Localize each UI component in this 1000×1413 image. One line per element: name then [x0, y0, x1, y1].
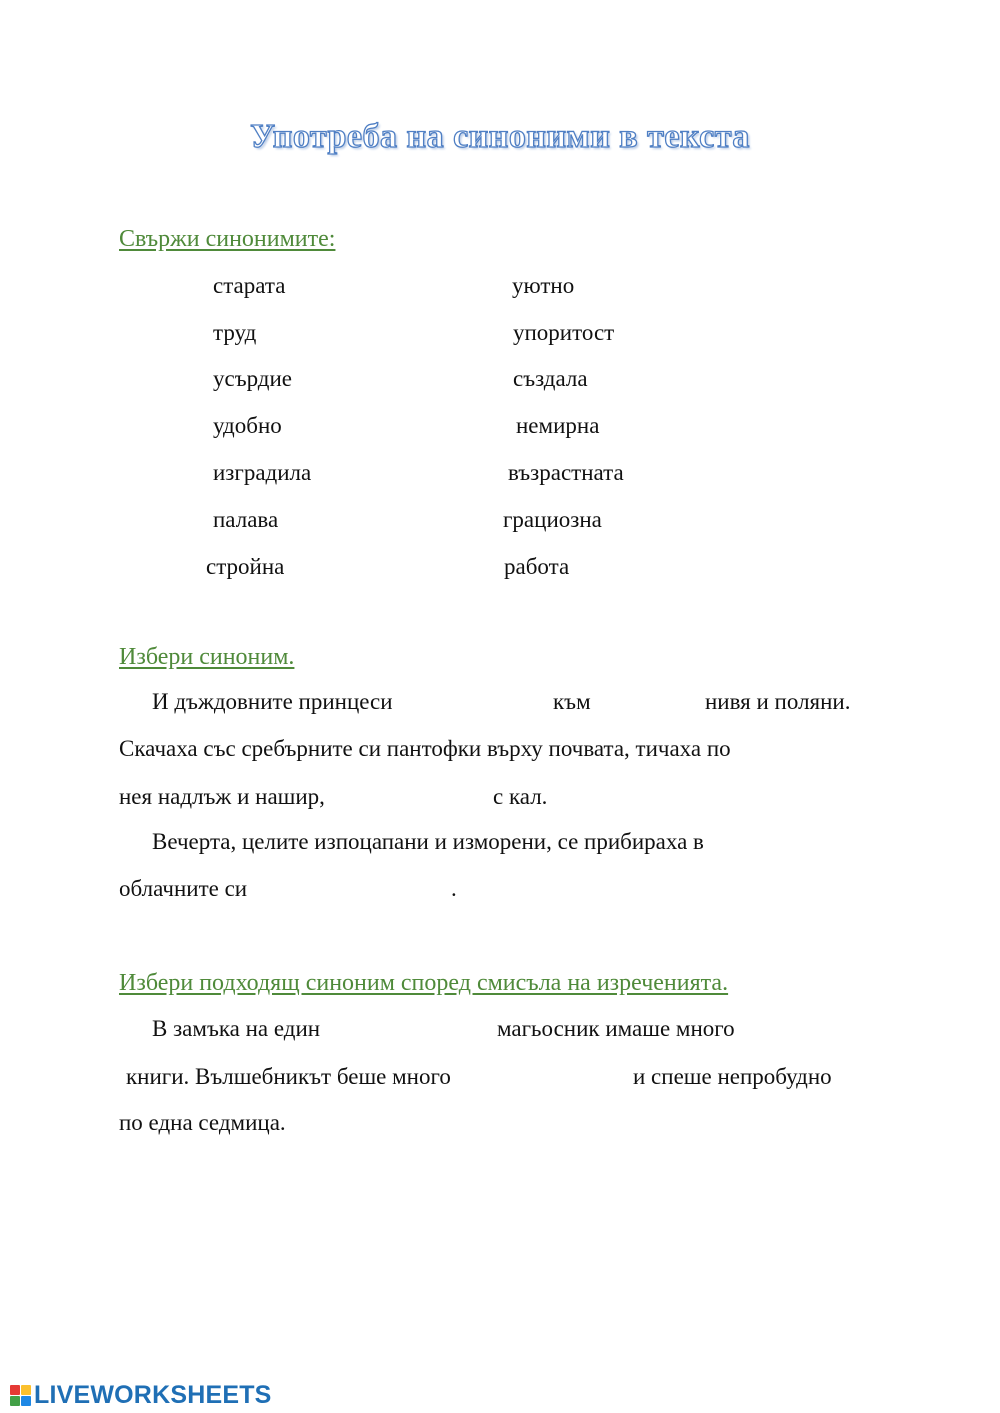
text-segment: книги. Вълшебникът беше много — [126, 1064, 451, 1089]
logo-blocks-icon — [10, 1385, 31, 1406]
text-line: по една седмица. — [119, 1110, 286, 1135]
left-word: стройна — [206, 554, 285, 579]
text-segment: магьосник имаше много — [497, 1016, 735, 1041]
text-segment: В замъка на един — [152, 1016, 321, 1041]
text-segment: нивя и поляни. — [705, 689, 851, 714]
text-line: Скачаха със сребърните си пантофки върху почвата, тичаха по — [119, 736, 731, 761]
right-word: немирна — [516, 413, 600, 438]
left-word: изградила — [213, 460, 312, 485]
left-word: старата — [213, 273, 286, 298]
text-segment: и спеше непробудно — [633, 1064, 832, 1089]
page-title: Употреба на синоними в текста — [250, 118, 750, 155]
right-word: създала — [513, 366, 588, 391]
right-word: упоритост — [513, 320, 615, 345]
liveworksheets-logo — [10, 1380, 272, 1410]
text-line: Вечерта, целите изпоцапани и изморени, се прибираха в — [152, 829, 704, 854]
section3-heading: Избери подходящ синоним според смисъла на изреченията. — [119, 970, 729, 996]
text-segment: облачните си — [119, 876, 248, 901]
right-word: възрастната — [508, 460, 624, 485]
right-word: работа — [504, 554, 570, 579]
left-word: палава — [213, 507, 279, 532]
text-segment: И дъждовните принцеси — [152, 689, 393, 714]
logo-text: LIVEWORKSHEETS — [34, 1380, 272, 1409]
text-segment: с кал. — [493, 784, 548, 809]
text-segment: нея надлъж и нашир, — [119, 784, 325, 809]
text-segment: към — [553, 689, 591, 714]
left-word: труд — [213, 320, 257, 345]
right-word: грациозна — [503, 507, 602, 532]
section1-heading: Свържи синонимите: — [119, 226, 336, 252]
left-word: усърдие — [213, 366, 293, 391]
right-word: уютно — [512, 273, 575, 298]
left-word: удобно — [213, 413, 282, 438]
text-segment: . — [451, 876, 457, 901]
section2-heading: Избери синоним. — [119, 644, 295, 670]
